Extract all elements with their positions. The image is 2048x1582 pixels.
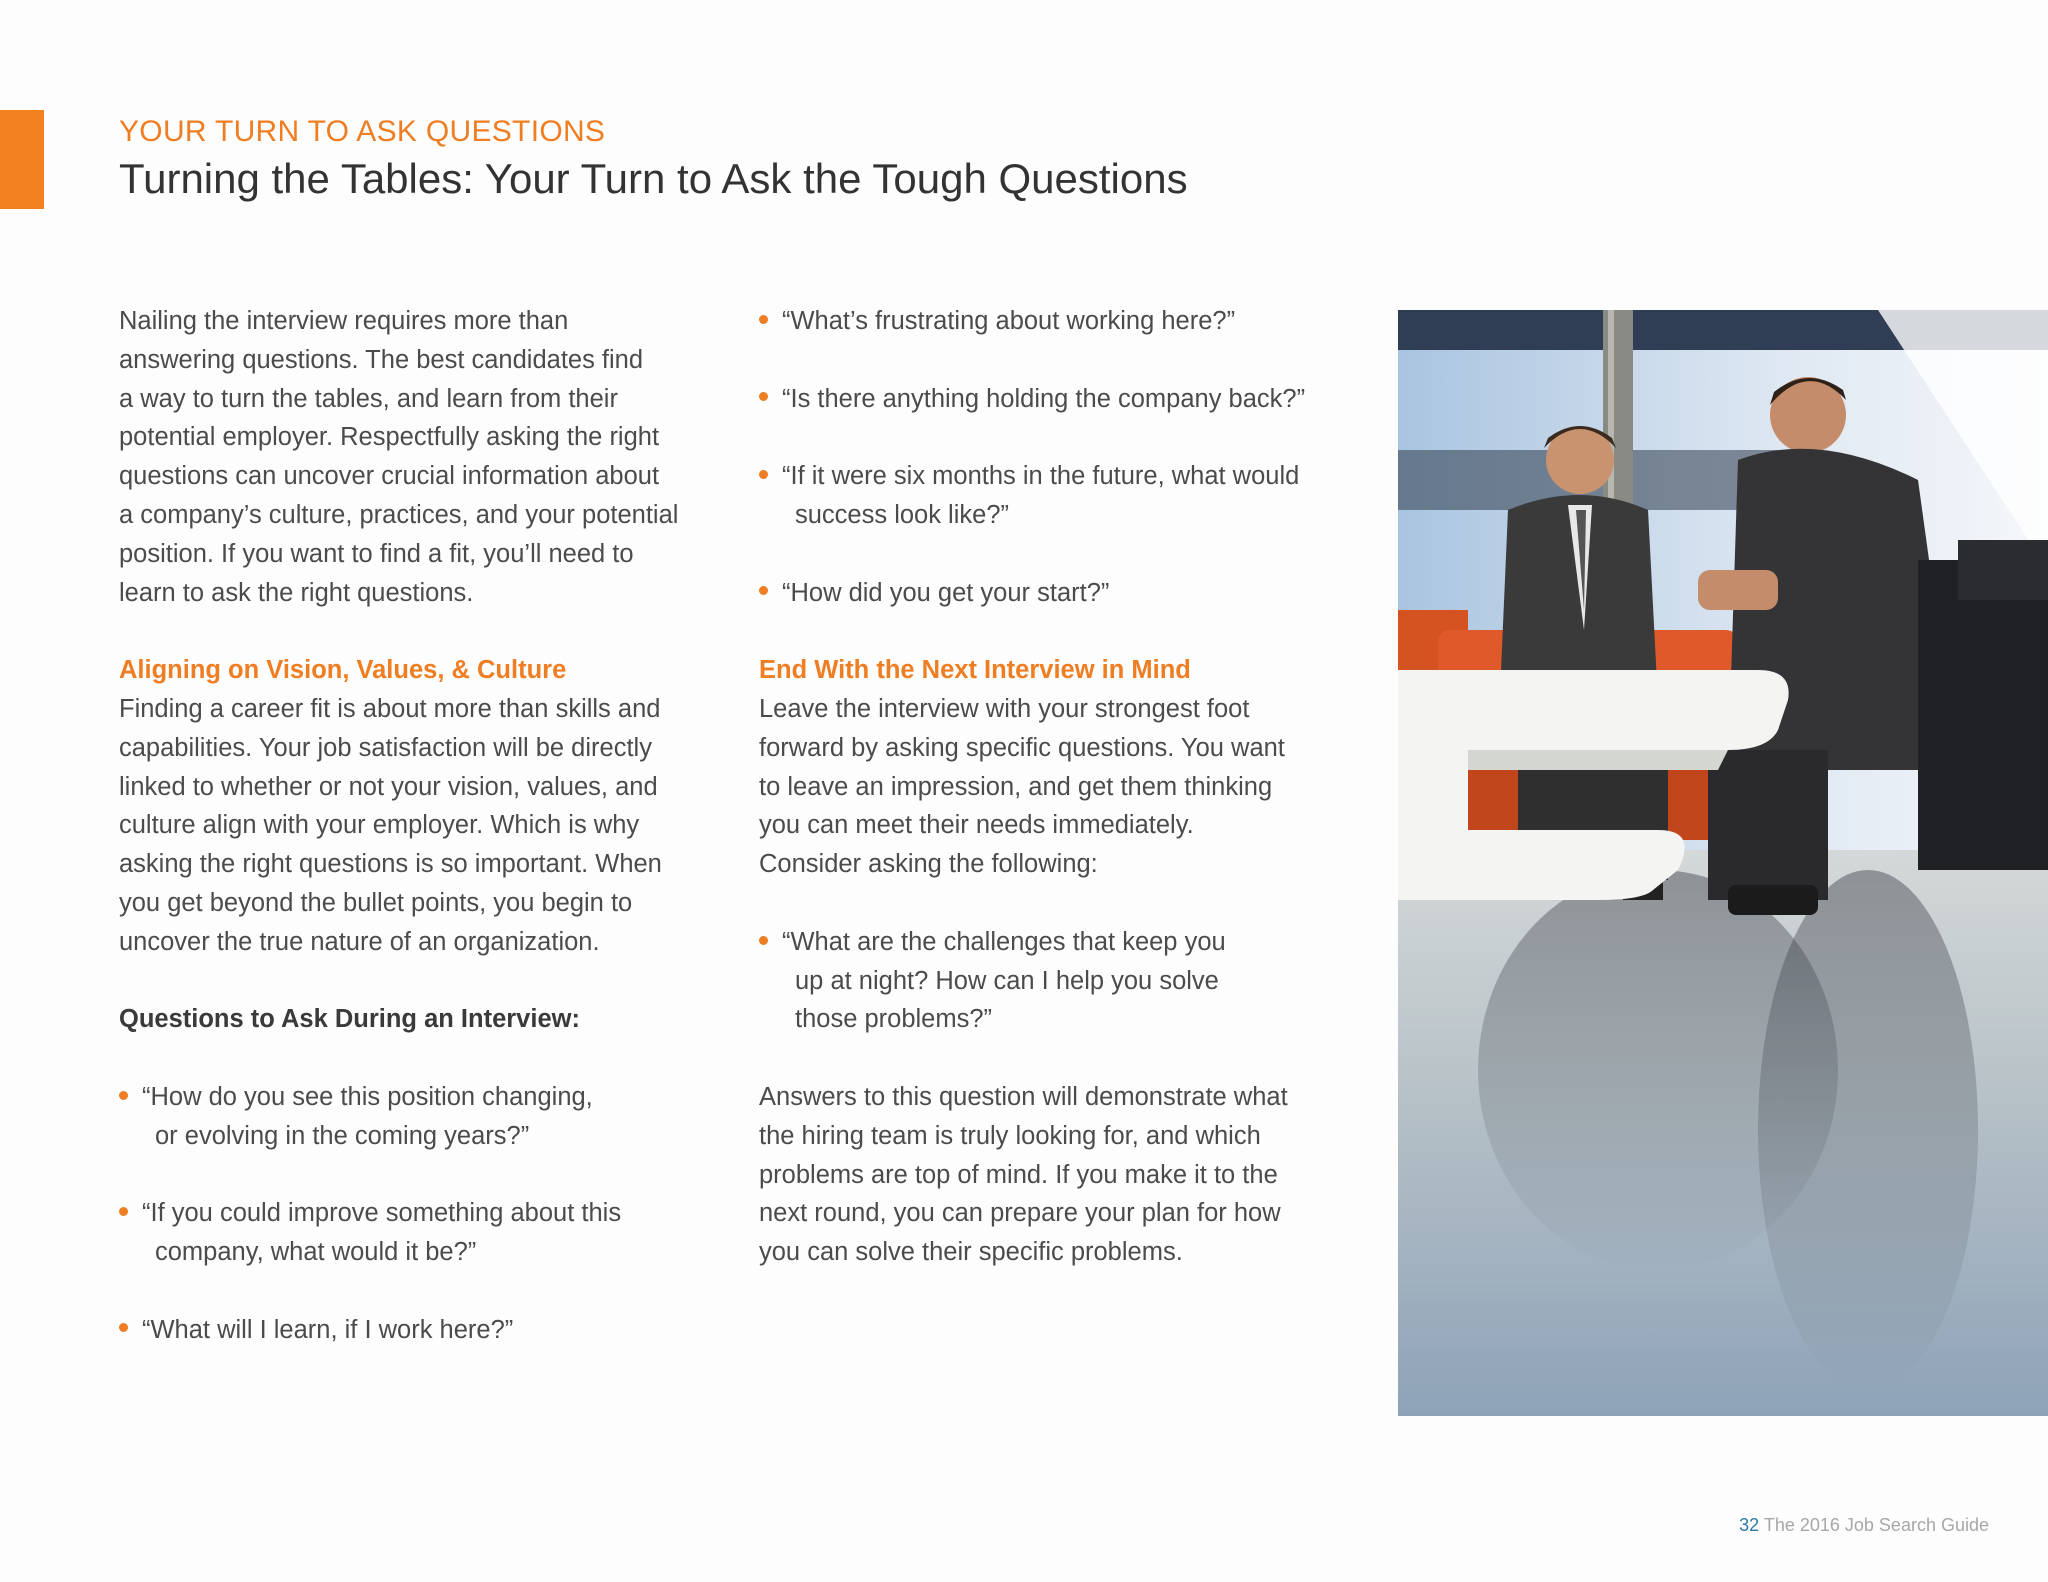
intro-line: Nailing the interview requires more than [119, 307, 569, 335]
section-heading-next-interview: End With the Next Interview in Mind [759, 656, 1191, 685]
page-footer [1739, 1515, 1989, 1536]
left-column [119, 302, 719, 1350]
middle-column [759, 302, 1359, 1272]
questions-heading: Questions to Ask During an Interview: [119, 1005, 580, 1034]
intro-line: learn to ask the right questions. [119, 578, 474, 607]
bullet-dot-icon [119, 1323, 128, 1332]
section-line: capabilities. Your job satisfaction will be directly [119, 733, 652, 762]
closing-line: you can solve their specific problems. [759, 1238, 1183, 1267]
bullet-dot-icon [759, 936, 768, 945]
section-line: forward by asking specific questions. You want [759, 733, 1285, 762]
question-bullet: “If it were six months in the future, what would success look like?” [759, 457, 1359, 535]
section-line: linked to whether or not your vision, values, and [119, 772, 658, 801]
section-line: Consider asking the following: [759, 850, 1098, 879]
closing-line: next round, you can prepare your plan for how [759, 1199, 1281, 1228]
section-line: you get beyond the bullet points, you begin to [119, 888, 633, 917]
closing-line: the hiring team is truly looking for, and which [759, 1121, 1261, 1150]
intro-line: a way to turn the tables, and learn from their [119, 384, 618, 413]
guide-title: The 2016 Job Search Guide [1763, 1515, 1989, 1535]
section-line: Leave the interview with your strongest foot [759, 694, 1250, 723]
page-number: 32 [1739, 1515, 1760, 1535]
bullet-dot-icon [119, 1207, 128, 1216]
section-line: culture align with your employer. Which is why [119, 811, 640, 840]
question-bullet: “Is there anything holding the company back?” [759, 380, 1359, 419]
closing-line: Answers to this question will demonstrate what [759, 1082, 1288, 1111]
question-bullet: “What’s frustrating about working here?” [759, 302, 1359, 341]
intro-line: answering questions. The best candidates find [119, 345, 644, 374]
bullet-dot-icon [759, 315, 768, 324]
section-accent-bar [0, 110, 44, 209]
question-bullet: “How did you get your start?” [759, 574, 1359, 613]
intro-line: position. If you want to find a fit, you’ll need to [119, 539, 634, 568]
question-bullet: “If you could improve something about this company, what would it be?” [119, 1194, 719, 1272]
intro-line: potential employer. Respectfully asking the right [119, 423, 660, 452]
question-bullet: “How do you see this position changing, or evolving in the coming years?” [119, 1078, 719, 1156]
question-bullet: “What are the challenges that keep you up at night? How can I help you solve those problems?” [759, 923, 1359, 1039]
interview-photo [1398, 310, 2048, 1416]
section-heading-vision: Aligning on Vision, Values, & Culture [119, 656, 567, 685]
section-line: asking the right questions is so important. When [119, 850, 662, 879]
section-eyebrow: YOUR TURN TO ASK QUESTIONS [119, 115, 606, 148]
intro-line: a company’s culture, practices, and your potential [119, 500, 679, 529]
section-line: to leave an impression, and get them thinking [759, 772, 1273, 801]
section-line: uncover the true nature of an organization. [119, 927, 600, 956]
closing-line: problems are top of mind. If you make it to the [759, 1160, 1278, 1189]
section-line: you can meet their needs immediately. [759, 811, 1194, 840]
question-bullet: “What will I learn, if I work here?” [119, 1311, 719, 1350]
bullet-dot-icon [119, 1091, 128, 1100]
bullet-dot-icon [759, 586, 768, 595]
section-line: Finding a career fit is about more than skills and [119, 694, 661, 723]
intro-line: questions can uncover crucial information about [119, 462, 660, 491]
bullet-dot-icon [759, 392, 768, 401]
bullet-dot-icon [759, 470, 768, 479]
page-title: Turning the Tables: Your Turn to Ask the Tough Questions [119, 155, 1188, 202]
